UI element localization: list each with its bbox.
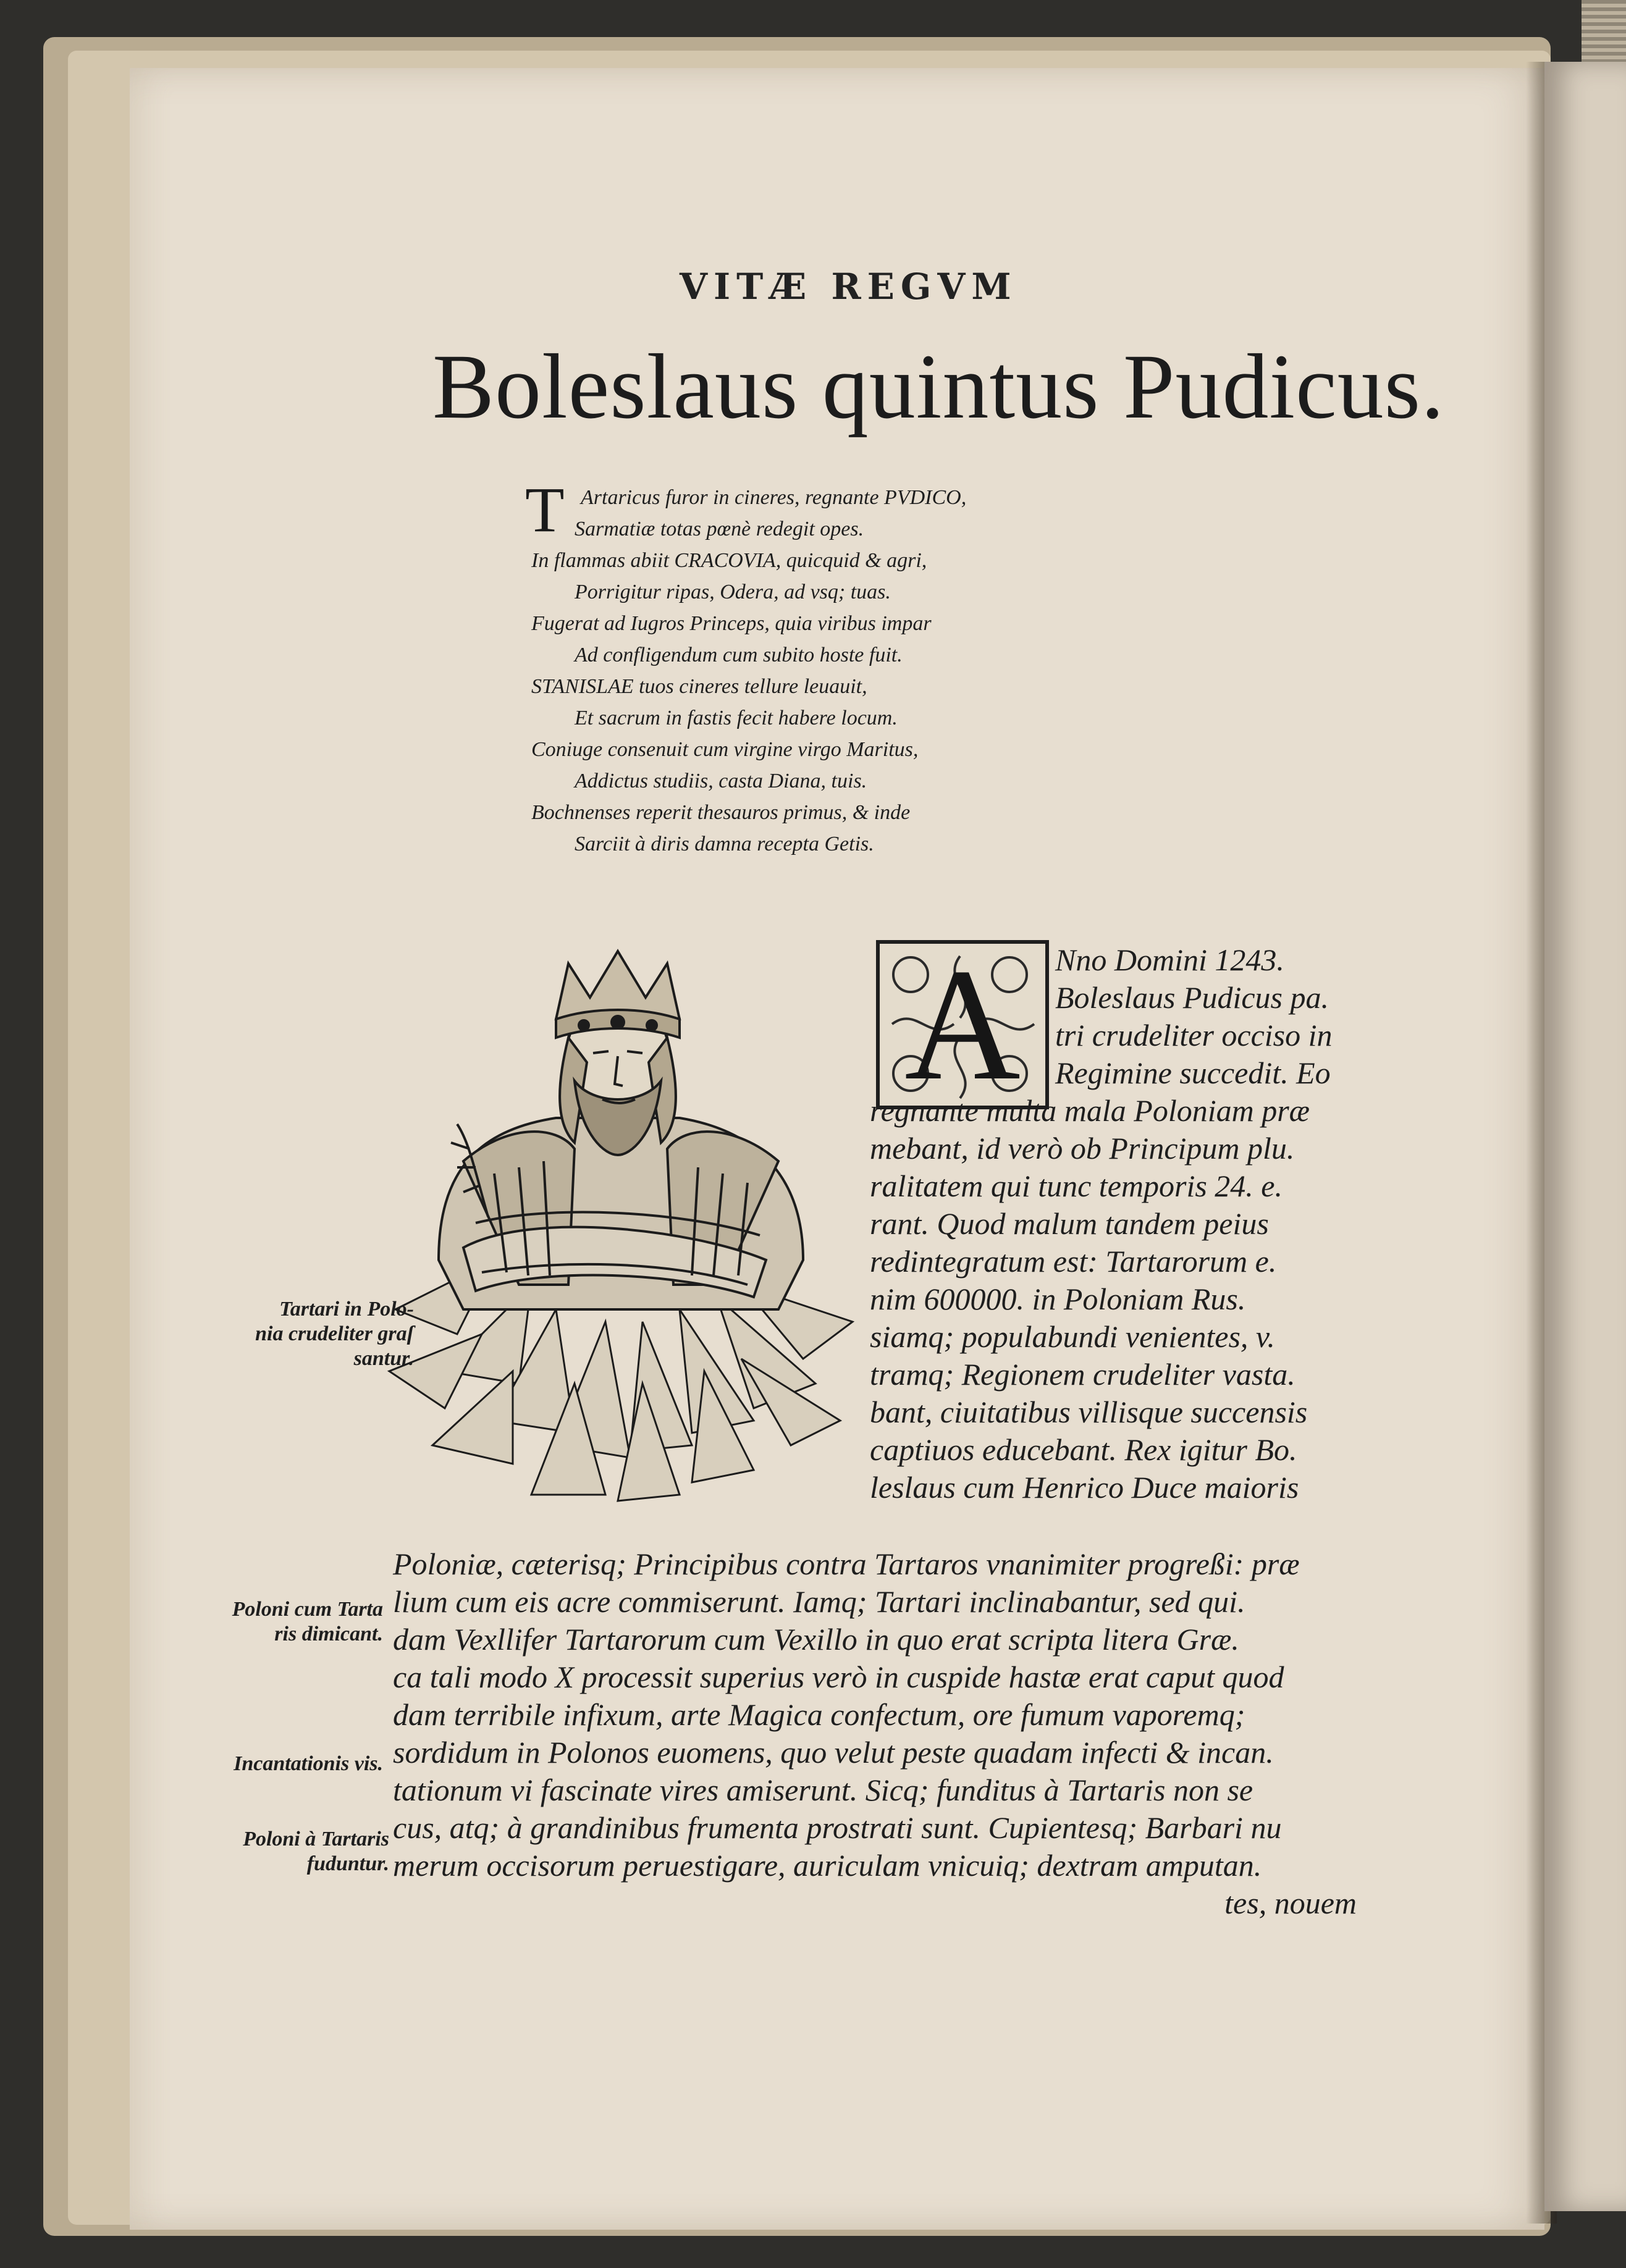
text-line: ca tali modo X processit superius verò in cuspide hastæ erat caput quod	[393, 1660, 1284, 1694]
marginal-line: santur.	[353, 1347, 414, 1370]
poem-initial: T	[525, 474, 565, 545]
poem-line: STANISLAE tuos cineres tellure leuauit,	[531, 675, 867, 698]
marginal-line: Poloni à Tartaris	[243, 1828, 389, 1850]
text-line: Regimine succedit. Eo	[1055, 1056, 1331, 1090]
text-line: siamq; populabundi venientes, v.	[870, 1319, 1275, 1354]
poem-line: Et sacrum in fastis fecit habere locum.	[575, 707, 898, 729]
text-line: Boleslaus Pudicus pa.	[1055, 980, 1329, 1015]
poem-line: Ad confligendum cum subito hoste fuit.	[575, 644, 903, 666]
running-head: VITÆ REGVM	[680, 266, 1017, 308]
text-line: rant. Quod malum tandem peius	[870, 1206, 1269, 1241]
body-text-right-column	[870, 936, 1364, 1506]
text-line: leslaus cum Henrico Duce maioris	[870, 1470, 1299, 1505]
poem-line: Sarmatiæ totas pœnè redegit opes.	[575, 518, 864, 540]
text-line: dam Vexllifer Tartarorum cum Vexillo in quo erat scripta litera Græ.	[393, 1622, 1239, 1657]
marginal-line: ris dimicant.	[274, 1623, 383, 1645]
page-edges	[1582, 0, 1626, 68]
text-line: mebant, id verò ob Principum plu.	[870, 1131, 1295, 1166]
poem-line: Porrigitur ripas, Odera, ad vsq; tuas.	[575, 581, 891, 603]
epigram-poem	[525, 474, 1273, 860]
text-line: tationum vi fascinate vires amiserunt. Sicq; funditus à Tartaris non se	[393, 1773, 1253, 1807]
catchword: tes, nouem	[1224, 1886, 1357, 1920]
text-line: redintegratum est: Tartarorum e.	[870, 1244, 1277, 1279]
marginal-line: nia crudeliter graſ	[255, 1322, 414, 1345]
dropcap-letter: A	[904, 936, 1021, 1114]
text-line: Poloniæ, cæterisq; Principibus contra Tartaros vnanimiter progreßi: præ	[393, 1547, 1300, 1581]
text-line: sordidum in Polonos euomens, quo velut peste quadam infecti & incan.	[393, 1735, 1274, 1770]
text-line: bant, ciuitatibus villisque succensis	[870, 1395, 1308, 1429]
poem-line: Coniuge consenuit cum virgine virgo Maritus,	[531, 738, 919, 761]
text-line: cus, atq; à grandinibus frumenta prostrati sunt. Cupientesq; Barbari nu	[393, 1810, 1282, 1845]
text-line: dam terribile infixum, arte Magica confectum, ore fumum vaporemq;	[393, 1697, 1245, 1732]
poem-line: Bochnenses reperit thesauros primus, & inde	[531, 801, 911, 824]
text-line: tri crudeliter occiso in	[1055, 1018, 1333, 1052]
marginal-line: Incantationis vis.	[234, 1752, 383, 1775]
marginal-note	[179, 1827, 389, 1876]
text-line: captiuos educebant. Rex igitur Bo.	[870, 1432, 1297, 1467]
text-line: lium cum eis acre commiserunt. Iamq; Tartari inclinabantur, sed qui.	[393, 1584, 1245, 1619]
text-line: merum occisorum peruestigare, auriculam vnicuiq; dextram amputan.	[393, 1848, 1262, 1883]
text-line: regnante multa mala Poloniam præ	[870, 1093, 1310, 1128]
marginal-line: Tartari in Polo-	[279, 1298, 414, 1321]
text-line: ralitatem qui tunc temporis 24. e.	[870, 1169, 1283, 1203]
right-page-edge	[1544, 62, 1626, 2211]
marginal-line: fuduntur.	[306, 1852, 389, 1875]
marginal-note	[179, 1752, 383, 1776]
text-line: nim 600000. in Poloniam Rus.	[870, 1282, 1246, 1316]
text-line: tramq; Regionem crudeliter vasta.	[870, 1357, 1295, 1392]
marginal-note	[179, 1297, 414, 1371]
poem-line: In flammas abiit CRACOVIA, quicquid & agri,	[531, 549, 927, 572]
page-title: Boleslaus quintus Pudicus.	[432, 335, 1445, 438]
poem-line: Artaricus furor in cineres, regnante PVDICO,	[581, 486, 967, 509]
poem-line: Sarciit à diris damna recepta Getis.	[575, 833, 874, 855]
text-line: Nno Domini 1243.	[1055, 943, 1284, 977]
poem-line: Fugerat ad Iugros Princeps, quia viribus impar	[531, 612, 932, 635]
marginal-note	[179, 1597, 383, 1647]
body-text-full-width	[393, 1545, 1357, 1922]
king-woodcut-illustration	[371, 939, 865, 1507]
marginal-line: Poloni cum Tarta	[232, 1598, 383, 1621]
poem-line: Addictus studiis, casta Diana, tuis.	[575, 770, 867, 792]
